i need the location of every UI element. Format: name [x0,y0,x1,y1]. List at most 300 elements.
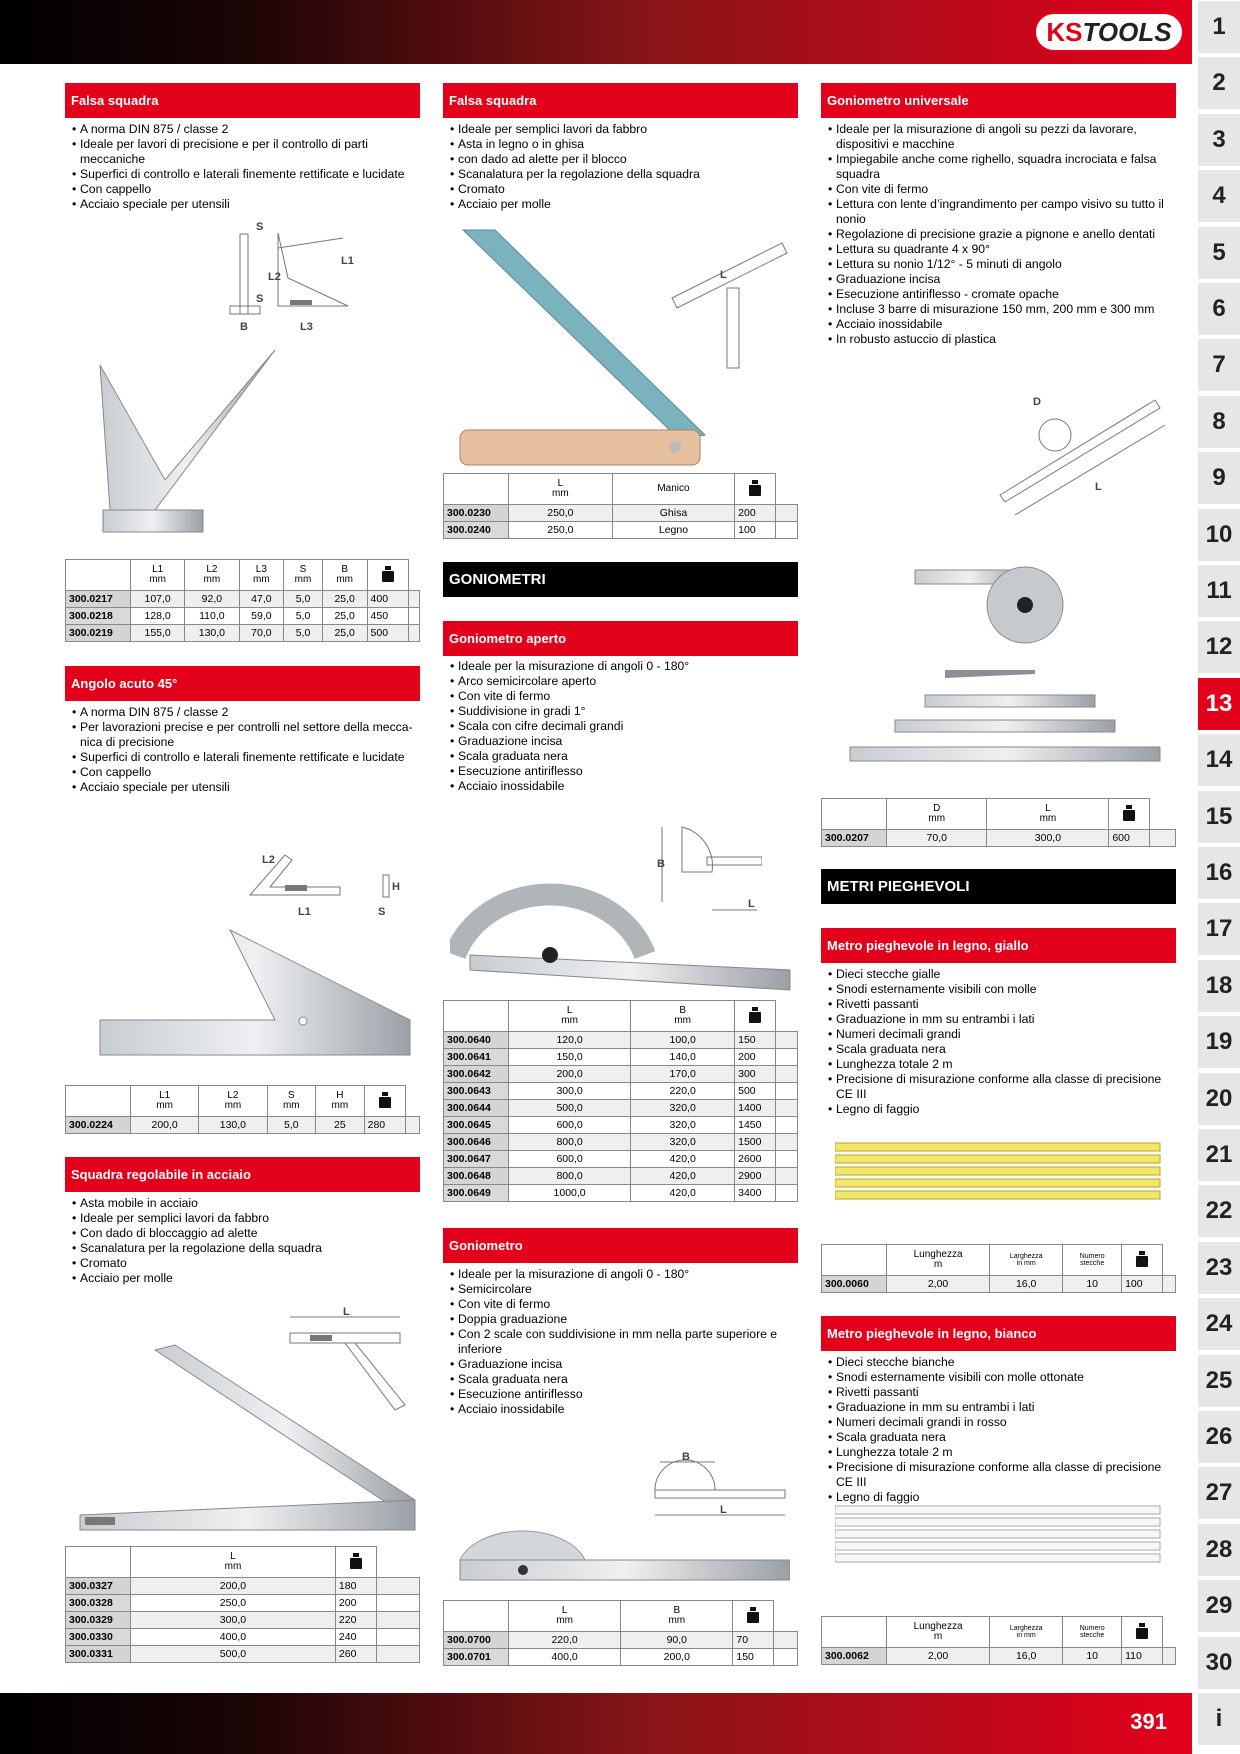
table-cell: 155,0 [131,625,185,642]
table-cell: 110,0 [185,608,239,625]
table-cell: 320,0 [631,1100,735,1117]
tab-28[interactable]: 28 [1198,1524,1240,1576]
tab-9[interactable]: 9 [1198,452,1240,504]
table-cell: 600,0 [509,1117,631,1134]
table-cell: 250,0 [509,522,613,539]
table-cell: 70 [733,1632,774,1649]
table-cell: 10 [1063,1276,1122,1293]
dim-l: L [1095,481,1102,493]
article-code: 300.0330 [66,1629,131,1646]
logo-text-ks: KS [1046,16,1083,47]
feature-item: • Snodi esternamente visibili con molle [826,982,1176,997]
feature-item: • Scala graduata nera [448,749,798,764]
dim-l1: L1 [341,255,354,267]
table-cell: 800,0 [509,1168,631,1185]
falsa-squadra-2-table [443,473,798,539]
table-cell: 2,00 [887,1648,990,1665]
dim-l: L [720,1504,727,1516]
article-code: 300.0643 [444,1083,509,1100]
falsa-squadra-1-features [70,122,420,212]
table-cell: 240 [335,1629,376,1646]
table-cell: 320,0 [631,1117,735,1134]
feature-item: • Esecuzione antiriflesso - cromate opache [826,287,1176,302]
table-cell: 10 [1063,1648,1122,1665]
table-cell: 25,0 [322,625,367,642]
table-row [444,505,798,522]
table-row [66,1117,420,1134]
tab-19[interactable]: 19 [1198,1016,1240,1068]
tab-6[interactable]: 6 [1198,283,1240,335]
feature-item: • Regolazione di precisione grazie a pignone e anello dentati [826,227,1176,242]
falsa-squadra-2-features [448,122,798,212]
feature-item: • Graduazione incisa [448,1357,798,1372]
table-row [822,1648,1176,1665]
dim-l: L [720,269,727,281]
table-cell: 70,0 [239,625,284,642]
dim-l1: L1 [298,906,311,918]
table-header-cell: Larghezza in mm [990,1617,1063,1648]
table-cell: 200,0 [509,1066,631,1083]
feature-item: • Ideale per lavori di precisione e per il controllo di parti meccaniche [70,137,420,167]
dim-l2: L2 [268,271,281,283]
tab-25[interactable]: 25 [1198,1355,1240,1407]
feature-item: • Lettura su quadrante 4 x 90° [826,242,1176,257]
table-cell: 500 [367,625,408,642]
footer-bar [0,1693,1192,1754]
table-row [444,1100,798,1117]
dim-l: L [343,1306,350,1318]
table-row [444,1083,798,1100]
goniometro-universale-table [821,798,1176,847]
falsa-squadra-2-dimension-drawing [662,238,792,373]
feature-item: • A norma DIN 875 / classe 2 [70,122,420,137]
table-header-cell: Manico [612,474,734,505]
feature-item: • Acciaio per molle [70,1271,420,1286]
feature-item: • Con 2 scale con suddivisione in mm nella parte superiore e inferiore [448,1327,798,1357]
feature-item: • Ideale per la misurazione di angoli su pezzi da lavorare, dispositivi e macchine [826,122,1176,152]
tab-8[interactable]: 8 [1198,396,1240,448]
table-cell: 2600 [735,1151,776,1168]
metri-pieghevoli-section-heading: METRI PIEGHEVOLI [821,869,1176,904]
feature-item: • Graduazione incisa [448,734,798,749]
table-row [444,1134,798,1151]
article-code: 300.0641 [444,1049,509,1066]
dim-b: B [682,1451,690,1463]
metro-giallo-photo [835,1135,1165,1215]
feature-item: • Acciaio per molle [448,197,798,212]
falsa-squadra-1-photo [95,345,320,540]
table-cell: 25,0 [322,591,367,608]
table-row [66,1612,420,1629]
goniometro-title: Goniometro [443,1228,798,1263]
table-header-cell: Lunghezza m [887,1617,990,1648]
dim-l2: L2 [262,854,275,866]
metro-giallo-title: Metro pieghevole in legno, giallo [821,928,1176,963]
goniometro-universale-title: Goniometro universale [821,83,1176,118]
table-row [822,830,1176,847]
goniometro-aperto-title: Goniometro aperto [443,621,798,656]
table-cell: 400,0 [509,1649,621,1666]
table-cell: 300,0 [509,1083,631,1100]
feature-item: • Scala con cifre decimali grandi [448,719,798,734]
table-header-cell: Numero stecche [1063,1617,1122,1648]
article-code: 300.0328 [66,1595,131,1612]
tab-30[interactable]: 30 [1198,1637,1240,1689]
feature-item: • Ideale per semplici lavori da fabbro [448,122,798,137]
table-header-cell: L mm [509,1001,631,1032]
feature-item: • Lettura su nonio 1/12° - 5 minuti di angolo [826,257,1176,272]
table-cell: 130,0 [185,625,239,642]
tab-18[interactable]: 18 [1198,960,1240,1012]
falsa-squadra-2-title: Falsa squadra [443,83,798,118]
goniometro-aperto-features [448,659,798,794]
dim-s2: S [256,293,264,305]
feature-item: • Lunghezza totale 2 m [826,1445,1176,1460]
table-cell: 180 [335,1578,376,1595]
article-code: 300.0331 [66,1646,131,1663]
goniometro-universale-features [826,122,1176,347]
weight-icon [1135,1251,1149,1267]
article-code: 300.0701 [444,1649,509,1666]
table-cell: 150 [733,1649,774,1666]
table-cell: 150,0 [509,1049,631,1066]
feature-item: • Precisione di misurazione conforme alla classe di precisione CE III [826,1072,1176,1102]
feature-item: • Ideale per semplici lavori da fabbro [70,1211,420,1226]
table-cell: 5,0 [267,1117,316,1134]
table-header-cell: Numero stecche [1063,1245,1122,1276]
falsa-squadra-1-dimension-drawing [228,218,393,338]
weight-icon [746,1607,760,1623]
table-cell: 420,0 [631,1185,735,1202]
tab-4[interactable]: 4 [1198,170,1240,222]
table-cell: 500,0 [509,1100,631,1117]
table-cell: 320,0 [631,1134,735,1151]
article-code: 300.0224 [66,1117,131,1134]
feature-item: • Ideale per la misurazione di angoli 0 - 180° [448,1267,798,1282]
table-cell: 500,0 [131,1646,336,1663]
table-cell: 70,0 [887,830,987,847]
table-cell: 100,0 [631,1032,735,1049]
tab-23[interactable]: 23 [1198,1242,1240,1294]
article-code: 300.0240 [444,522,509,539]
feature-item: • Acciaio inossidabile [448,1402,798,1417]
table-cell: 16,0 [990,1648,1063,1665]
dim-s: S [378,906,386,918]
table-header-cell: S mm [267,1086,316,1117]
table-row [66,591,420,608]
header-bar [0,0,1192,64]
table-cell: 5,0 [284,591,323,608]
tab-24[interactable]: 24 [1198,1298,1240,1350]
feature-item: • In robusto astuccio di plastica [826,332,1176,347]
table-cell: Legno [612,522,734,539]
table-cell: 90,0 [621,1632,733,1649]
feature-item: • Superfici di controllo e laterali finemente rettificate e lucidate [70,750,420,765]
feature-item: • Dieci stecche bianche [826,1355,1176,1370]
article-code: 300.0217 [66,591,131,608]
feature-item: • Dieci stecche gialle [826,967,1176,982]
table-cell: 400 [367,591,408,608]
table-cell: 128,0 [131,608,185,625]
tab-11[interactable]: 11 [1198,565,1240,617]
table-header-cell: L mm [509,474,613,505]
table-row [444,1151,798,1168]
table-cell: 150 [735,1032,776,1049]
table-cell: 200,0 [621,1649,733,1666]
table-cell: 100 [735,522,776,539]
table-cell: 110 [1122,1648,1163,1665]
tab-27[interactable]: 27 [1198,1467,1240,1519]
table-cell: 59,0 [239,608,284,625]
article-code: 300.0645 [444,1117,509,1134]
tab-22[interactable]: 22 [1198,1185,1240,1237]
table-cell: 5,0 [284,608,323,625]
article-code: 300.0060 [822,1276,887,1293]
tab-16[interactable]: 16 [1198,847,1240,899]
table-cell: 600,0 [509,1151,631,1168]
table-cell: 3400 [735,1185,776,1202]
dim-l3: L3 [300,321,313,333]
table-header-cell: L3 mm [239,560,284,591]
table-cell: 47,0 [239,591,284,608]
table-cell: 140,0 [631,1049,735,1066]
table-row [444,1185,798,1202]
feature-item: • Impiegabile anche come righello, squadra incrociata e falsa squadra [826,152,1176,182]
table-cell: 1000,0 [509,1185,631,1202]
tab-15[interactable]: 15 [1198,791,1240,843]
tab-2[interactable]: 2 [1198,57,1240,109]
table-cell: 1500 [735,1134,776,1151]
goniometro-universale-set-photo [835,560,1165,770]
table-header-cell: L1 mm [131,1086,199,1117]
dim-b: B [657,858,665,870]
table-cell: 120,0 [509,1032,631,1049]
dim-s: S [256,221,264,233]
table-header-cell: Larghezza in mm [990,1245,1063,1276]
table-cell: 250,0 [131,1595,336,1612]
article-code: 300.0642 [444,1066,509,1083]
feature-item: • con dado ad alette per il blocco [448,152,798,167]
metro-giallo-features [826,967,1176,1117]
article-code: 300.0649 [444,1185,509,1202]
table-cell: 220,0 [631,1083,735,1100]
feature-item: • Suddivisione in gradi 1° [448,704,798,719]
section-tabs [1198,0,1240,1754]
angolo-acuto-photo [95,925,415,1060]
squadra-regolabile-title: Squadra regolabile in acciaio [65,1157,420,1192]
feature-item: • Asta mobile in acciaio [70,1196,420,1211]
table-header-cell: D mm [887,799,987,830]
table-header-cell: B mm [621,1601,733,1632]
goniometro-aperto-table [443,1000,798,1202]
metro-giallo-table [821,1244,1176,1293]
dim-d: D [1033,396,1041,408]
table-row [444,1168,798,1185]
tab-1[interactable]: 1 [1198,1,1240,53]
article-code: 300.0218 [66,608,131,625]
table-cell: 92,0 [185,591,239,608]
table-cell: 420,0 [631,1168,735,1185]
weight-icon [1122,805,1136,821]
article-code: 300.0329 [66,1612,131,1629]
feature-item: • Rivetti passanti [826,1385,1176,1400]
feature-item: • Graduazione in mm su entrambi i lati [826,1012,1176,1027]
article-code: 300.0640 [444,1032,509,1049]
table-cell: 1400 [735,1100,776,1117]
table-cell: 25 [316,1117,365,1134]
metro-bianco-title: Metro pieghevole in legno, bianco [821,1316,1176,1351]
tab-13[interactable]: 13 [1198,678,1240,730]
goniometro-universale-dimension-drawing [995,390,1170,525]
tab-10[interactable]: 10 [1198,509,1240,561]
tab-7[interactable]: 7 [1198,339,1240,391]
feature-item: • Scanalatura per la regolazione della squadra [448,167,798,182]
feature-item: • Acciaio speciale per utensili [70,780,420,795]
article-code: 300.0062 [822,1648,887,1665]
table-cell: Ghisa [612,505,734,522]
table-row [444,522,798,539]
angolo-acuto-dimension-drawing [240,835,405,920]
article-code: 300.0327 [66,1578,131,1595]
table-cell: 260 [335,1646,376,1663]
table-cell: 400,0 [131,1629,336,1646]
article-code: 300.0207 [822,830,887,847]
dim-b: B [240,321,248,333]
table-row [444,1032,798,1049]
feature-item: • Numeri decimali grandi [826,1027,1176,1042]
table-row [66,1646,420,1663]
tab-3[interactable]: 3 [1198,114,1240,166]
feature-item: • Asta in legno o in ghisa [448,137,798,152]
feature-item: • Esecuzione antiriflesso [448,1387,798,1402]
tab-5[interactable]: 5 [1198,227,1240,279]
feature-item: • Cromato [70,1256,420,1271]
tab-i[interactable]: i [1198,1693,1240,1745]
feature-item: • Superfici di controllo e laterali finemente rettificate e lucidate [70,167,420,182]
table-cell: 2,00 [887,1276,990,1293]
goniometri-section-heading: GONIOMETRI [443,562,798,597]
table-cell: 1450 [735,1117,776,1134]
feature-item: • Scala graduata nera [826,1430,1176,1445]
feature-item: • Scanalatura per la regolazione della squadra [70,1241,420,1256]
table-header-cell: S mm [284,560,323,591]
article-code: 300.0648 [444,1168,509,1185]
feature-item: • Graduazione in mm su entrambi i lati [826,1400,1176,1415]
feature-item: • Con vite di fermo [448,689,798,704]
feature-item: • Doppia graduazione [448,1312,798,1327]
table-cell: 300 [735,1066,776,1083]
squadra-regolabile-table [65,1546,420,1663]
table-cell: 200 [335,1595,376,1612]
table-cell: 5,0 [284,625,323,642]
feature-item: • Acciaio inossidabile [448,779,798,794]
table-row [444,1632,798,1649]
table-row [66,625,420,642]
table-cell: 200,0 [131,1117,199,1134]
table-cell: 200 [735,1049,776,1066]
table-cell: 300,0 [987,830,1109,847]
tab-12[interactable]: 12 [1198,621,1240,673]
metro-bianco-features [826,1355,1176,1505]
article-code: 300.0219 [66,625,131,642]
tab-21[interactable]: 21 [1198,1129,1240,1181]
feature-item: • Arco semicircolare aperto [448,674,798,689]
table-row [66,1595,420,1612]
tab-17[interactable]: 17 [1198,903,1240,955]
table-row [444,1649,798,1666]
feature-item: • Ideale per la misurazione di angoli 0 - 180° [448,659,798,674]
feature-item: • Semicircolare [448,1282,798,1297]
table-row [444,1117,798,1134]
table-header-cell: L mm [987,799,1109,830]
dim-h: H [392,881,400,893]
metro-bianco-table [821,1616,1176,1665]
feature-item: • Incluse 3 barre di misurazione 150 mm, 200 mm e 300 mm [826,302,1176,317]
feature-item: • Con vite di fermo [826,182,1176,197]
weight-icon [748,480,762,496]
table-cell: 420,0 [631,1151,735,1168]
table-row [822,1276,1176,1293]
table-cell: 170,0 [631,1066,735,1083]
angolo-acuto-table [65,1085,420,1134]
feature-item: • Con dado di bloccaggio ad alette [70,1226,420,1241]
feature-item: • Lettura con lente d’ingrandimento per campo visivo su tutto il nonio [826,197,1176,227]
table-row [66,1629,420,1646]
tab-20[interactable]: 20 [1198,1073,1240,1125]
table-header-cell: H mm [316,1086,365,1117]
table-header-cell: Lunghezza m [887,1245,990,1276]
article-code: 300.0644 [444,1100,509,1117]
table-cell: 130,0 [199,1117,267,1134]
table-row [444,1049,798,1066]
falsa-squadra-1-table [65,559,420,642]
table-cell: 200 [735,505,776,522]
table-header-cell: B mm [322,560,367,591]
weight-icon [349,1553,363,1569]
table-cell: 500 [735,1083,776,1100]
tab-29[interactable]: 29 [1198,1580,1240,1632]
feature-item: • Con cappello [70,765,420,780]
feature-item: • Legno di faggio [826,1490,1176,1505]
feature-item: • Esecuzione antiriflesso [448,764,798,779]
table-cell: 107,0 [131,591,185,608]
table-cell: 25,0 [322,608,367,625]
brand-logo [1034,12,1184,52]
feature-item: • Scala graduata nera [826,1042,1176,1057]
feature-item: • Graduazione incisa [826,272,1176,287]
table-cell: 250,0 [509,505,613,522]
goniometro-aperto-photo [450,860,795,995]
angolo-acuto-title: Angolo acuto 45° [65,666,420,701]
squadra-regolabile-features [70,1196,420,1286]
weight-icon [378,1092,392,1108]
tab-26[interactable]: 26 [1198,1411,1240,1463]
table-cell: 800,0 [509,1134,631,1151]
table-cell: 220 [335,1612,376,1629]
weight-icon [1135,1623,1149,1639]
table-header-cell: L2 mm [199,1086,267,1117]
table-cell: 220,0 [509,1632,621,1649]
feature-item: • A norma DIN 875 / classe 2 [70,705,420,720]
metro-bianco-photo [835,1500,1165,1570]
table-row [66,1578,420,1595]
article-code: 300.0700 [444,1632,509,1649]
weight-icon [748,1007,762,1023]
feature-item: • Con cappello [70,182,420,197]
table-cell: 2900 [735,1168,776,1185]
tab-14[interactable]: 14 [1198,734,1240,786]
table-cell: 16,0 [990,1276,1063,1293]
